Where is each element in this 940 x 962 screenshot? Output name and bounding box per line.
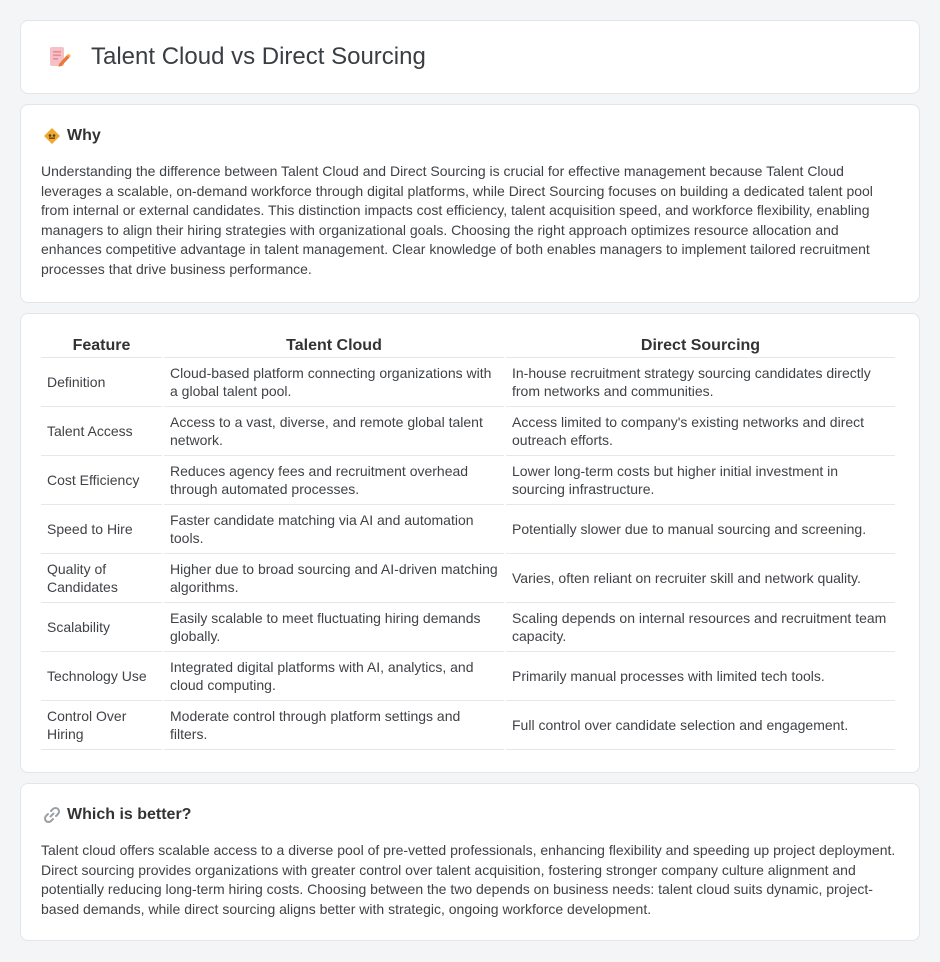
table-row (41, 456, 895, 505)
row-feature: Definition (41, 358, 162, 407)
table-row (41, 652, 895, 701)
document-pencil-icon (47, 45, 71, 69)
row-feature: Talent Access (41, 407, 162, 456)
row-direct-sourcing: Lower long-term costs but higher initial investment in sourcing infrastructure. (506, 456, 895, 505)
title-card (20, 20, 920, 94)
better-text: Talent cloud offers scalable access to a diverse pool of pre-vetted professionals, enhancing flexibility and speeding up project deployment. Direct sourcing provides organizations with greater control over talent acquisition, fostering stronger company culture alignment and potentially reducing long-term hiring costs. Choosing between the two depends on business needs: talent cloud suits dynamic, project-based demands, while direct sourcing aligns better with strategic, ongoing workforce development. (41, 842, 896, 917)
header-talent-cloud: Talent Cloud (164, 334, 504, 358)
table-row (41, 505, 895, 554)
comparison-table (39, 334, 897, 750)
row-feature: Speed to Hire (41, 505, 162, 554)
link-icon (43, 806, 61, 824)
row-direct-sourcing: In-house recruitment strategy sourcing candidates directly from networks and communities. (506, 358, 895, 407)
row-talent-cloud: Easily scalable to meet fluctuating hiring demands globally. (164, 603, 504, 652)
table-row (41, 603, 895, 652)
row-talent-cloud: Moderate control through platform settings and filters. (164, 701, 504, 750)
row-feature: Cost Efficiency (41, 456, 162, 505)
row-feature: Quality of Candidates (41, 554, 162, 603)
header-feature: Feature (41, 334, 162, 358)
table-row (41, 358, 895, 407)
row-feature: Control Over Hiring (41, 701, 162, 750)
comparison-card (20, 313, 920, 773)
diamond-sign-icon (43, 127, 61, 145)
row-talent-cloud: Higher due to broad sourcing and AI-driven matching algorithms. (164, 554, 504, 603)
row-direct-sourcing: Access limited to company's existing networks and direct outreach efforts. (506, 407, 895, 456)
row-direct-sourcing: Scaling depends on internal resources and recruitment team capacity. (506, 603, 895, 652)
row-talent-cloud: Integrated digital platforms with AI, analytics, and cloud computing. (164, 652, 504, 701)
table-row (41, 701, 895, 750)
row-feature: Technology Use (41, 652, 162, 701)
header-direct-sourcing: Direct Sourcing (506, 334, 895, 358)
why-text: Understanding the difference between Talent Cloud and Direct Sourcing is crucial for effective management because Talent Cloud leverages a scalable, on-demand workforce through digital platforms, while Direct Sourcing focuses on building a dedicated talent pool from internal or external candidates. This distinction impacts cost efficiency, talent acquisition speed, and workforce flexibility, enabling managers to align their hiring strategies with organizational goals. Choosing the right approach optimizes resource allocation and enhances competitive advantage in talent management. Clear knowledge of both enables managers to implement tailored recruitment processes that drive business performance. (41, 163, 873, 277)
why-title: Why (67, 127, 101, 144)
row-direct-sourcing: Full control over candidate selection and engagement. (506, 701, 895, 750)
table-row (41, 554, 895, 603)
row-talent-cloud: Reduces agency fees and recruitment overhead through automated processes. (164, 456, 504, 505)
table-header-row (41, 334, 895, 358)
row-direct-sourcing: Primarily manual processes with limited tech tools. (506, 652, 895, 701)
row-talent-cloud: Faster candidate matching via AI and automation tools. (164, 505, 504, 554)
why-section (20, 104, 920, 303)
better-heading (41, 806, 899, 824)
table-row (41, 407, 895, 456)
page-title: Talent Cloud vs Direct Sourcing (91, 43, 426, 70)
row-direct-sourcing: Potentially slower due to manual sourcing and screening. (506, 505, 895, 554)
row-direct-sourcing: Varies, often reliant on recruiter skill and network quality. (506, 554, 895, 603)
row-talent-cloud: Access to a vast, diverse, and remote global talent network. (164, 407, 504, 456)
row-feature: Scalability (41, 603, 162, 652)
why-heading (41, 127, 899, 145)
row-talent-cloud: Cloud-based platform connecting organizations with a global talent pool. (164, 358, 504, 407)
better-title: Which is better? (67, 806, 192, 823)
better-section (20, 783, 920, 941)
